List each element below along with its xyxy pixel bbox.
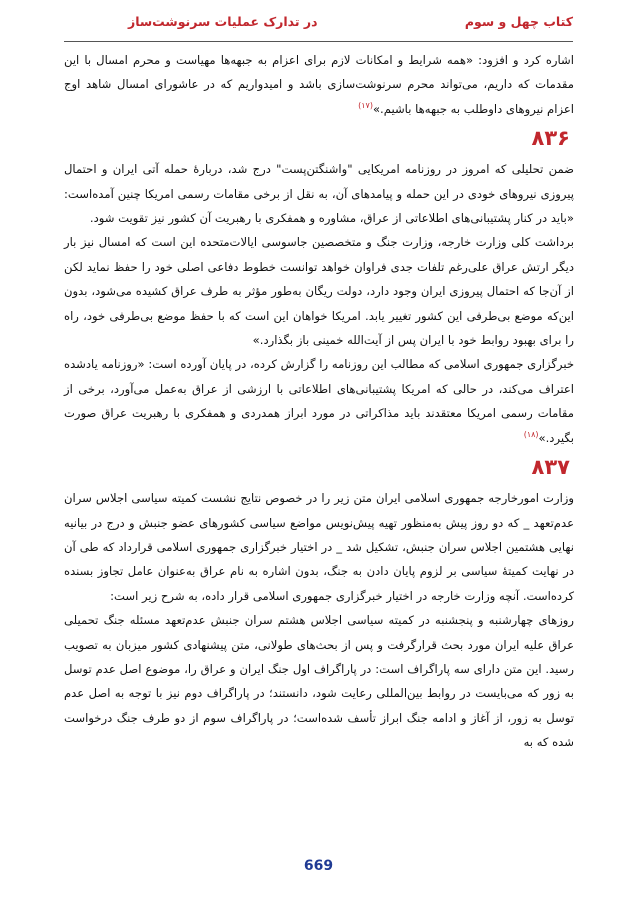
paragraph: برداشت کلی وزارت خارجه، وزارت جنگ و متخصصین جاسوسی ایالات‌متحده این است که امسال نیز بار دیگر ارتش عراق علی‌رغم تلفات جدی فراوان خواهد توانست خطوط دفاعی اصلی خود را حفظ نماید لکن از آن‌جا که احتمال پیروزی ایران وجود دارد، دولت ریگان به‌طور مؤثر به طرف عراق کشیده می‌شود، بدون این‌که موضع بی‌طرفی این کشور تغییر یابد. امریکا خواهان این است که با حفظ موضع بی‌طرفی خود، راه را برای بهبود روابط خود با ایران پس از آیت‌الله خمینی باز بگذارد.»	[64, 235, 574, 348]
paragraph	[64, 352, 574, 450]
paragraph-text: خبرگزاری جمهوری اسلامی که مطالب این روزنامه را گزارش کرده، در پایان آورده است: «روزنامه یادشده اعتراف می‌کند، در حالی که امریکا پشتیبانی‌های اطلاعاتی با ارزشی از عراق به‌عمل می‌آورد، برخی از مقامات رسمی امریکا معتقدند باید مذاکراتی در مورد ابراز همدردی و همفکری با رهبریت عراق صورت بگیرد.»	[64, 357, 574, 445]
paragraph-text: اشاره کرد و افزود: «همه شرایط و امکانات لازم برای اعزام به جبهه‌ها مهیاست و محرم امسال با این مقدمات که داریم، می‌تواند محرم سرنوشت‌سازی باشد و امیدواریم که در عاشورای امسال شاهد اوج اعزام نیروهای داوطلب به جبهه‌ها باشیم.»	[64, 53, 574, 116]
paragraph: روزهای چهارشنبه و پنجشنبه در کمیته سیاسی اجلاس هشتم سران جنبش عدم‌تعهد مسئله جنگ تحمیلی عراق علیه ایران مورد بحث قرارگرفت و پس از بحث‌های طولانی، متن پیشنهادی کشور میزبان به تصویب رسید. این متن دارای سه پاراگراف است: در پاراگراف اول جنگ ایران و عراق را، موضوع اصل عدم توسل به زور که می‌بایست در روابط بین‌المللی رعایت شود، دانستند؛ در پاراگراف دوم نیز با توجه به اصل عدم توسل به زور، از آغاز و ادامه جنگ ابراز تأسف شده‌است؛ در پاراگراف سوم از دو طرف جنگ درخواست شده که به	[64, 613, 574, 750]
header-divider	[64, 41, 573, 42]
entry-number: ۸۳۷	[531, 455, 570, 480]
running-header	[64, 10, 573, 36]
paragraph	[64, 48, 574, 121]
chapter-title: در تدارک عملیات سرنوشت‌ساز	[128, 14, 318, 29]
page-number: 669	[303, 858, 334, 874]
entry-number: ۸۳۶	[531, 126, 570, 151]
paragraph: وزارت امورخارجه جمهوری اسلامی ایران متن زیر را در خصوص نتایج نشست کمیته سیاسی اجلاس سران عدم‌تعهد _ که دو روز پیش به‌منظور تهیه پیش‌نویس مواضع سیاسی کشورهای عضو جنبش و درج در بیانیه نهایی هشتمین اجلاس سران جنبش، تشکیل شد _ در اختیار خبرگزاری جمهوری اسلامی قرارداد که طی آن در نهایت کمیتهٔ سیاسی بر لزوم پایان دادن به جنگ، بدون اشاره به نام عراق به‌عنوان عامل تجاوز بسنده کرده‌است. آنچه وزارت خارجه در اختیار خبرگزاری جمهوری اسلامی قرار داده، به شرح زیر است:	[64, 491, 574, 603]
book-title: کتاب چهل و سوم	[464, 14, 573, 29]
footnote-ref: (۱۸)	[523, 429, 539, 439]
page-body	[64, 48, 574, 755]
footnote-ref: (۱۷)	[358, 100, 373, 110]
paragraph: ضمن تحلیلی که امروز در روزنامه امریکایی "واشنگتن‌پست" درج شد، دربارهٔ حمله آتی ایران و احتمال پیروزی نیروهای خودی در این حمله و پیامدهای آن، به نقل از برخی مقامات رسمی امریکا چنین آمده‌است: «باید در کنار پشتیبانی‌های اطلاعاتی از عراق، مشاوره و همفکری با رهبریت آن کشور نیز تقویت شود.	[64, 162, 574, 226]
